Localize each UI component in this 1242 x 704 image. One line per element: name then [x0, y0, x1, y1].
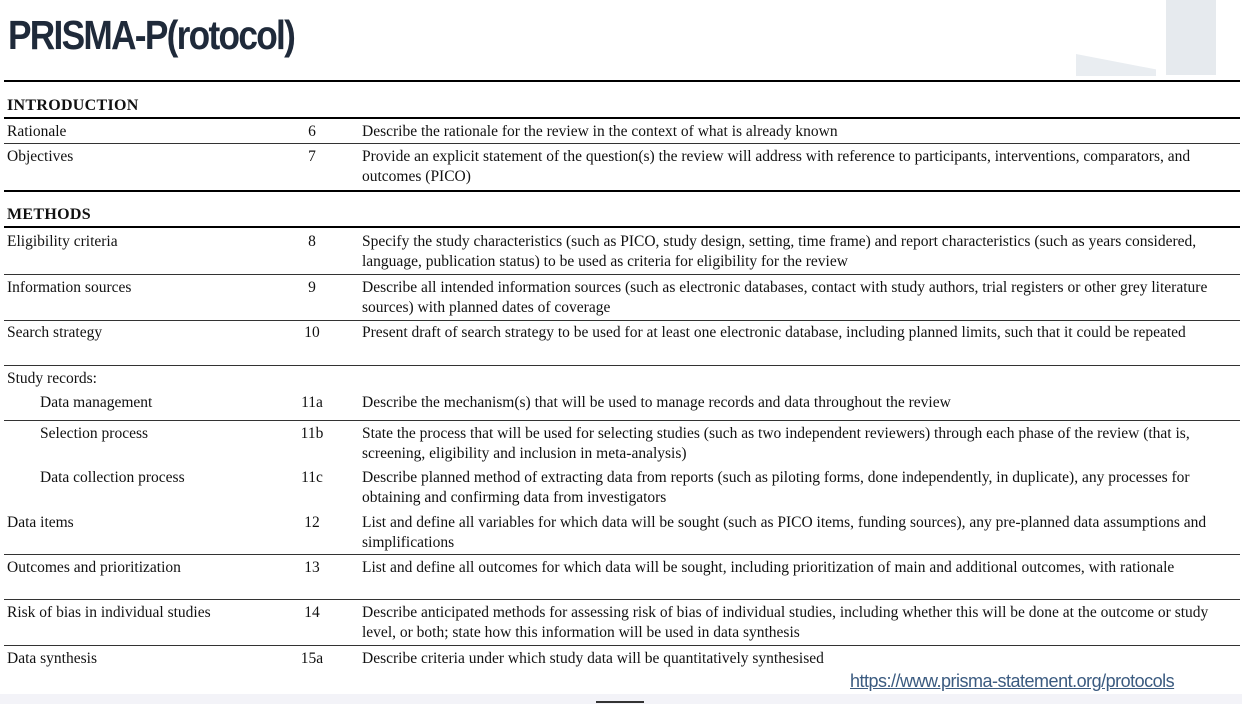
clipped-previous-row — [80, 60, 980, 74]
row-section: Data management — [40, 394, 153, 411]
row-rule — [4, 645, 1240, 646]
row-item-number: 6 — [308, 123, 316, 140]
row-description: Specify the study characteristics (such as PICO, study design, setting, time frame) and report characteristics (such as years considered, language, publication status) to be used as criteria for eligibility for the review — [362, 233, 1197, 270]
row-item-number: 13 — [304, 559, 320, 576]
row-item-number: 9 — [308, 279, 316, 296]
row-section: Eligibility criteria — [7, 233, 118, 250]
section-heading-methods: METHODS — [7, 206, 91, 223]
prisma-p-checklist-table — [4, 80, 1240, 670]
row-description: State the process that will be used for selecting studies (such as two independent reviewers) through each phase of the review (that is, screening, eligibility and inclusion in meta-analysis) — [362, 425, 1190, 462]
row-rule — [4, 143, 1240, 144]
row-item-number: 11a — [301, 394, 323, 411]
row-description: List and define all outcomes for which data will be sought, including prioritization of main and additional outcomes, with rationale — [362, 559, 1175, 576]
row-description: Describe planned method of extracting data from reports (such as piloting forms, done independently, in duplicate), any processes for obtaining and confirming data from investigators — [362, 469, 1190, 506]
row-rule — [4, 320, 1240, 321]
slide-title: PRISMA-P(rotocol) — [8, 12, 295, 58]
row-rule — [4, 420, 1240, 421]
decorative-block — [1166, 0, 1216, 75]
row-section: Information sources — [7, 279, 132, 296]
row-description: Describe anticipated methods for assessing risk of bias of individual studies, including whether this will be done at the outcome or study level, or both; state how this information will be used in data synthesis — [362, 604, 1209, 641]
row-item-number: 10 — [304, 324, 320, 341]
row-rule — [4, 554, 1240, 555]
row-rule — [4, 190, 1240, 192]
row-rule — [4, 599, 1240, 600]
row-section: Data synthesis — [7, 650, 97, 667]
row-section: Risk of bias in individual studies — [7, 604, 211, 621]
row-item-number: 12 — [304, 514, 320, 531]
row-description: Describe the rationale for the review in the context of what is already known — [362, 123, 838, 140]
row-section: Rationale — [7, 123, 67, 140]
row-description: List and define all variables for which data will be sought (such as PICO items, funding sources), any pre-planned data assumptions and simplifications — [362, 514, 1207, 551]
row-section: Data collection process — [40, 469, 185, 486]
row-section: Outcomes and prioritization — [7, 559, 181, 576]
row-item-number: 7 — [308, 148, 316, 165]
section-rule — [4, 117, 1240, 119]
page-indicator — [596, 701, 644, 703]
section-heading-introduction: INTRODUCTION — [7, 97, 139, 114]
row-rule — [4, 274, 1240, 275]
row-item-number: 15a — [300, 650, 324, 667]
row-description: Describe the mechanism(s) that will be used to manage records and data throughout the review — [362, 394, 951, 411]
row-item-number: 14 — [304, 604, 320, 621]
row-section: Data items — [7, 514, 74, 531]
row-rule — [4, 365, 1240, 366]
row-item-number: 8 — [308, 233, 316, 250]
row-section: Study records: — [7, 370, 97, 387]
row-section: Objectives — [7, 148, 74, 165]
row-description: Describe all intended information sources (such as electronic databases, contact with study authors, trial registers or other grey literature sources) with planned dates of coverage — [362, 279, 1208, 316]
section-rule — [4, 226, 1240, 228]
decorative-wedge — [1076, 54, 1156, 76]
prisma-protocols-link[interactable]: https://www.prisma-statement.org/protocols — [850, 671, 1175, 691]
row-description: Provide an explicit statement of the question(s) the review will address with reference to participants, interventions, comparators, and outcomes (PICO) — [362, 148, 1191, 185]
row-description: Describe criteria under which study data will be quantitatively synthesised — [362, 650, 824, 667]
row-item-number: 11c — [301, 469, 323, 486]
row-section: Selection process — [40, 425, 149, 442]
row-item-number: 11b — [300, 425, 324, 442]
row-section: Search strategy — [7, 324, 103, 341]
table-top-rule — [4, 80, 1240, 82]
row-description: Present draft of search strategy to be used for at least one electronic database, including planned limits, such that it could be repeated — [362, 324, 1186, 341]
